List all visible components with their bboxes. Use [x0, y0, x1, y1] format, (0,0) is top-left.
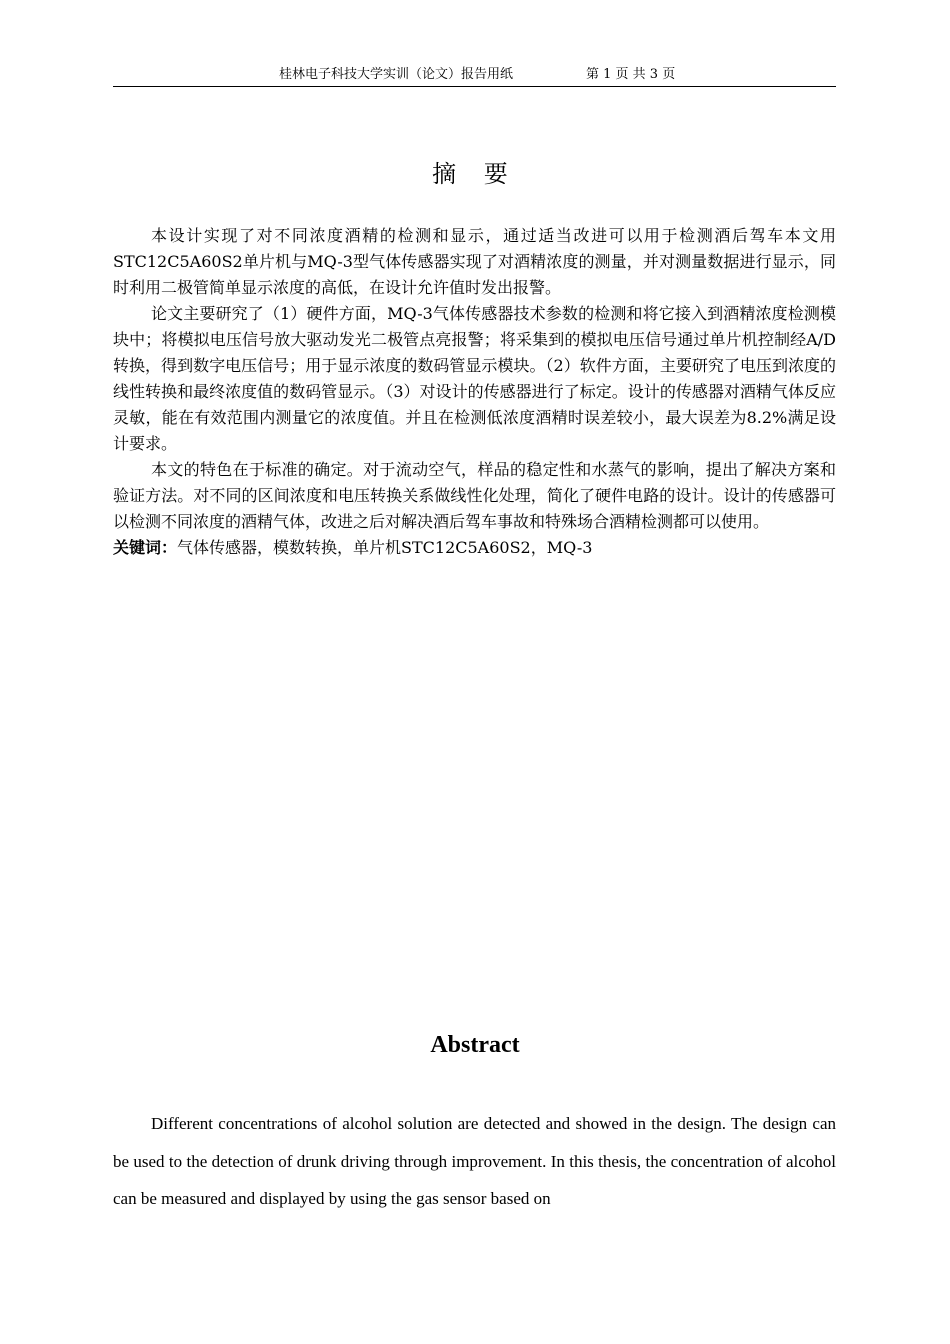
chinese-abstract-body: [113, 223, 836, 561]
chinese-abstract-paragraph: 本设计实现了对不同浓度酒精的检测和显示，通过适当改进可以用于检测酒后驾车本文用STC12C5A60S2单片机与MQ-3型气体传感器实现了对酒精浓度的测量，并对测量数据进行显示，同时利用二极管简单显示浓度的高低，在设计允许值时发出报警。: [113, 226, 836, 297]
english-abstract-body: [113, 1105, 836, 1218]
chinese-abstract-paragraph: 本文的特色在于标准的确定。对于流动空气，样品的稳定性和水蒸气的影响，提出了解决方案和验证方法。对不同的区间浓度和电压转换关系做线性化处理，简化了硬件电路的设计。设计的传感器可以检测不同浓度的酒精气体，改进之后对解决酒后驾车事故和特殊场合酒精检测都可以使用。: [113, 460, 836, 531]
english-abstract-paragraph: Different concentrations of alcohol solution are detected and showed in the design. The design can be used to the detection of drunk driving through improvement. In this thesis, the concentration of alcohol can be measured and displayed by using the gas sensor based on: [113, 1114, 836, 1208]
english-abstract-title: Abstract: [430, 1032, 520, 1058]
keywords-line: [113, 535, 836, 561]
keywords-label: 关键词：: [113, 538, 178, 557]
page-header: [113, 66, 836, 87]
header-page-number: 第 1 页 共 3 页: [586, 67, 676, 82]
chinese-abstract-title: 摘 要: [432, 160, 518, 188]
keywords-text: 气体传感器，模数转换，单片机STC12C5A60S2，MQ-3: [177, 538, 593, 557]
header-title: 桂林电子科技大学实训（论文）报告用纸: [279, 67, 514, 82]
chinese-abstract-paragraph: 论文主要研究了（1）硬件方面，MQ-3气体传感器技术参数的检测和将它接入到酒精浓度检测模块中；将模拟电压信号放大驱动发光二极管点亮报警；将采集到的模拟电压信号通过单片机控制经A/D转换，得到数字电压信号；用于显示浓度的数码管显示模块。（2）软件方面，主要研究了电压到浓度的线性转换和最终浓度值的数码管显示。（3）对设计的传感器进行了标定。设计的传感器对酒精气体反应灵敏，能在有效范围内测量它的浓度值。并且在检测低浓度酒精时误差较小，最大误差为8.2%满足设计要求。: [113, 304, 836, 453]
